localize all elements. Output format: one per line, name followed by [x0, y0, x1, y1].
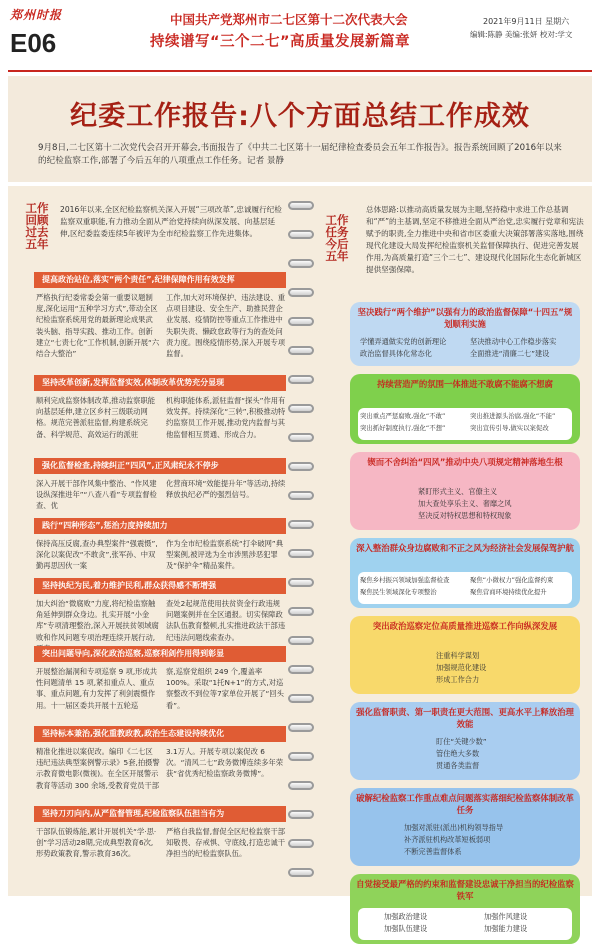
binding-ring — [288, 288, 314, 297]
review-section-title: 坚持改革创新,发挥监督实效,体制改革优势充分显现 — [34, 375, 286, 391]
task-card-title: 自觉接受最严格的约束和监督建设忠诚干净担当的纪检监察铁军 — [356, 879, 574, 901]
binding-ring — [288, 433, 314, 442]
binding-ring — [288, 462, 314, 471]
binding-ring — [288, 375, 314, 384]
task-card-title: 锲而不舍纠治“四风”推动中央八项规定精神落地生根 — [367, 457, 563, 467]
task-item: 加强规范化建设 — [436, 663, 487, 672]
task-item: 注重科学谋划 — [436, 651, 480, 660]
task-item: 坚决反对特权思想和特权现象 — [418, 511, 512, 520]
task-item: 突出抓好制度执行,强化“不想” — [360, 424, 446, 432]
review-section-title: 坚持刀刃向内,从严监督管理,纪检监察队伍担当有为 — [34, 806, 286, 822]
binding-ring — [288, 317, 314, 326]
task-item: 加强政治建设 — [384, 912, 428, 921]
task-item: 突出推进源头治腐,强化“不能” — [470, 412, 556, 420]
task-item: 聚焦营商环境持续优化提升 — [470, 588, 547, 596]
task-item: 政治监督具体化常态化 — [360, 349, 432, 358]
binding-ring — [288, 781, 314, 790]
task-item: 加强能力建设 — [484, 924, 528, 933]
review-section-text: 机构职能体系,派驻监督“探头”作用有效发挥。持续深化“三转”,积极推动特约监察员工作开展,推动党内监督与其他监督相互贯通、形成合力。 — [166, 396, 286, 439]
editor-credits: 编辑:陈静 美编:张妍 校对:学文 — [470, 30, 573, 39]
task-card — [350, 702, 580, 780]
binding-ring — [288, 346, 314, 355]
task-card — [350, 374, 580, 444]
review-section-title: 提高政治站位,落实“两个责任”,纪律保障作用有效发挥 — [34, 272, 286, 288]
masthead-divider — [8, 70, 592, 72]
review-section-text: 精准化推进以案促改。编印《二七区违纪违法典型案例警示录》5套,拍摄警示教育微电影(微视)。在全区开展警示教育等活动 300 余场,受教育党员干部 — [36, 747, 160, 790]
task-card-items — [350, 411, 580, 439]
task-card-items — [350, 336, 580, 364]
review-section-text: 工作,加大对环境保护、违法建设、重点项目建设、安全生产、助推民营企业发展、疫情防控等重点工作推进中失职失责、懒政怠政等行为的查处问责力度。围绕疫情形势,深入开展专项监督。 — [166, 293, 286, 359]
review-section-text: 保持高压反腐,查办典型案件“强震慑”,深化以案促改“不敢贪”,张军孙、中双勤再思因伙一案 — [36, 539, 158, 571]
task-card-title: 坚决践行“两个维护”以强有力的政治监督保障“十四五”规划顺利实施 — [357, 307, 573, 329]
binding-ring — [288, 665, 314, 674]
task-card — [350, 874, 580, 944]
binding-ring — [288, 404, 314, 413]
hero-banner — [8, 76, 592, 182]
task-item: 管住绝大多数 — [436, 749, 480, 758]
review-section-text: 顺利完成监察体制改革,推动监察职能向基层延伸,建立区乡村三级联动网格。规范完善派驻监督,构建系统完备、科学规范、高效运行的派驻 — [36, 396, 156, 439]
task-card — [350, 538, 580, 608]
task-card — [350, 616, 580, 694]
binding-ring — [288, 259, 314, 268]
binding-ring — [288, 868, 314, 877]
task-item: 全面推进“清廉二七”建设 — [470, 349, 550, 358]
tasks-heading-sub: 今后五年 — [325, 237, 349, 263]
task-item: 加强作风建设 — [484, 912, 528, 921]
review-section-title: 突出问题导向,深化政治巡察,巡察利剑作用得到彰显 — [34, 646, 286, 662]
lead-paragraph: 9月8日,二七区第十二次党代会召开开幕会,书面报告了《中共二七区第十一届纪律检查委员会五年工作报告》。报告系统回顾了2016年以来的纪检监察工作,部署了今后五年的八项重点工作任务。记者 景静 — [38, 143, 562, 166]
review-section-text: 化营商环境“效能提升年”等活动,持续释放执纪必严的强烈信号。 — [166, 479, 286, 500]
task-card-items — [350, 650, 580, 690]
tasks-intro: 总体思路:以推动高质量发展为主题,坚持稳中求进工作总基调和“严”的主基调,坚定不移推进全面从严治党,忠实履行党章和宪法赋予的职责,全力推进中央和省市区委重大决策部署落实落地,围绕现代化建设大局发挥纪检监察机关监督保障执行、促进完善发展作用,为高质量打造“三个二七”、建设现代化国际化生态化新城区提供坚强保障。 — [366, 205, 584, 274]
binding-ring — [288, 578, 314, 587]
review-heading — [22, 202, 52, 250]
task-item: 盯住“关键少数” — [436, 737, 487, 746]
review-section-text: 开展整治漏洞和专项巡察 9 项,形成共性问题清单 15 项,紧扣重点人、重点事、重点问题,有力发挥了利剑震慑作用。十一届区委共开展十五轮巡 — [36, 667, 158, 710]
binding-ring — [288, 549, 314, 558]
binding-ring — [288, 201, 314, 210]
task-item: 聚焦民生领域深化专项整治 — [360, 588, 437, 596]
task-card-items — [350, 486, 580, 526]
task-item: 聚焦“小微权力”强化监督约束 — [470, 576, 554, 584]
task-card-title: 突出政治巡察定位高质量推进巡察工作向纵深发展 — [372, 621, 558, 631]
review-section-text: 查处2起规范使用扶贫资金行政违规问题案例并在全区通报。切实保障政法队伍教育整顿,扎实推进政法干部违纪违法问题线索查办。 — [166, 599, 286, 642]
tasks-heading — [322, 214, 352, 262]
binding-ring — [288, 839, 314, 848]
task-card-title: 深入整治群众身边腐败和不正之风为经济社会发展保驾护航 — [356, 543, 574, 553]
binding-ring — [288, 752, 314, 761]
task-card-items — [350, 575, 580, 603]
review-section-title: 践行“四种形态”,惩治力度持续加力 — [34, 518, 286, 534]
task-item: 形成工作合力 — [436, 675, 480, 684]
review-section-text: 3.1万人。开展专项以案促改 6 次。“清风二七”政务微博连续多年荣获“省优秀纪检监察政务微博”。 — [166, 747, 284, 779]
task-card — [350, 302, 580, 366]
task-item: 紧盯形式主义、官僚主义 — [418, 487, 498, 496]
review-section-text: 严格自我监督,督促全区纪检监察干部知敬畏、存戒惧、守底线,打造忠诚干净担当的纪检监察队伍。 — [166, 827, 286, 859]
task-item: 加强对派驻(派出)机构领导指导 — [404, 823, 504, 832]
review-section-text: 加大纠治“微腐败”力度,将纪检监察触角延伸到群众身边。扎实开展“小金库”专项清理整治,深入开展扶贫领域腐败和作风问题专项治理连续开展行动, — [36, 599, 159, 642]
task-card — [350, 788, 580, 866]
review-section-title: 坚持执纪为民,着力维护民利,群众获得感不断增强 — [34, 578, 286, 594]
review-section-text: 干部队伍锻炼能,累计开展机关“学·思·创”学习活动28期,完成典型教育6次,形势政策教育,警示教育36次。 — [36, 827, 157, 859]
task-item: 聚焦乡村振兴领域加强监督检查 — [360, 576, 450, 584]
issue-date: 2021年9月11日 星期六 — [483, 17, 570, 26]
review-heading-main: 工作回顾 — [25, 201, 49, 227]
binding-ring — [288, 491, 314, 500]
review-section-text: 深入开展干部作风集中整治、“作风建设纵深推进年”“八查八看”专项监督检查、优 — [36, 479, 157, 511]
page-number: E06 — [10, 28, 57, 58]
review-section-text: 严格执行纪委常委会第一重要议题制度,深化运用“五种学习方式”,带动全区纪检监察系统用党的最新理论成果武装头脑、指导实践、推动工作。创新建立“七责七化”工作机制,创新开展“六结合大整治” — [36, 293, 160, 359]
binding-ring — [288, 520, 314, 529]
newspaper-logo: 郑州时报 — [10, 8, 63, 22]
binding-ring — [288, 230, 314, 239]
task-item: 加强队伍建设 — [384, 924, 428, 933]
task-card-items — [350, 736, 580, 776]
task-card-items — [350, 911, 580, 939]
binding-ring — [288, 723, 314, 732]
task-card-title: 强化监督职责、第一职责在更大范围、更高水平上释放治理效能 — [356, 707, 574, 729]
review-section-title: 强化监督检查,持续纠正“四风”,正风肃纪永不停步 — [34, 458, 286, 474]
review-heading-sub: 过去五年 — [25, 225, 49, 251]
task-item: 突出宣传引导,做实以案促改 — [470, 424, 549, 432]
task-item: 学懂弄通做实党的创新理论 — [360, 337, 447, 346]
task-card-items — [350, 822, 580, 862]
binding-ring — [288, 607, 314, 616]
task-item: 贯通各类监督 — [436, 761, 480, 770]
headline: 纪委工作报告:八个方面总结工作成效 — [70, 101, 530, 132]
binding-ring — [288, 694, 314, 703]
task-item: 加大查处享乐主义、奢靡之风 — [418, 499, 512, 508]
masthead — [0, 0, 600, 76]
review-section-text: 察,巡察党组织 249 个,覆盖率100%。采取“1托N+1”的方式,对巡察整改不到位等7家单位开展了“回头看”。 — [166, 667, 284, 710]
binding-ring — [288, 810, 314, 819]
binding-ring — [288, 636, 314, 645]
task-item: 坚决推动中心工作稳步落实 — [470, 337, 557, 346]
review-intro: 2016年以来,全区纪检监察机关深入开展“三项改革”,忠诚履行纪检监察双重职能,有力推动全面从严治党持续向纵深发展、向基层延伸,区纪委监委连续5年被评为全市纪检监察工作先进集体。 — [60, 205, 282, 238]
task-item: 补齐派驻机构改革短板弱项 — [404, 835, 491, 844]
masthead-title: 中国共产党郑州市二七区第十二次代表大会 — [170, 12, 408, 27]
task-item: 不断完善监督体系 — [404, 847, 462, 856]
task-card-title: 持续营造严的氛围一体推进不敢腐不能腐不想腐 — [377, 379, 553, 389]
review-section-title: 坚持标本兼治,强化重教政教,政治生态建设持续优化 — [34, 726, 286, 742]
spiral-binding — [288, 193, 314, 893]
task-card-title: 破解纪检监察工作重点难点问题落实落细纪检监察体制改革任务 — [356, 793, 574, 815]
review-section-text: 作为全市纪检监察系统“打伞破网”典型案例,被评选为全市涉黑涉恶犯罪及“保护伞”精品案件。 — [166, 539, 284, 571]
tasks-heading-main: 工作任务 — [325, 213, 349, 239]
task-card — [350, 452, 580, 530]
masthead-subtitle: 持续谱写“三个二七”高质量发展新篇章 — [150, 34, 411, 50]
task-item: 突出重点严惩腐败,强化“不敢” — [360, 412, 446, 420]
